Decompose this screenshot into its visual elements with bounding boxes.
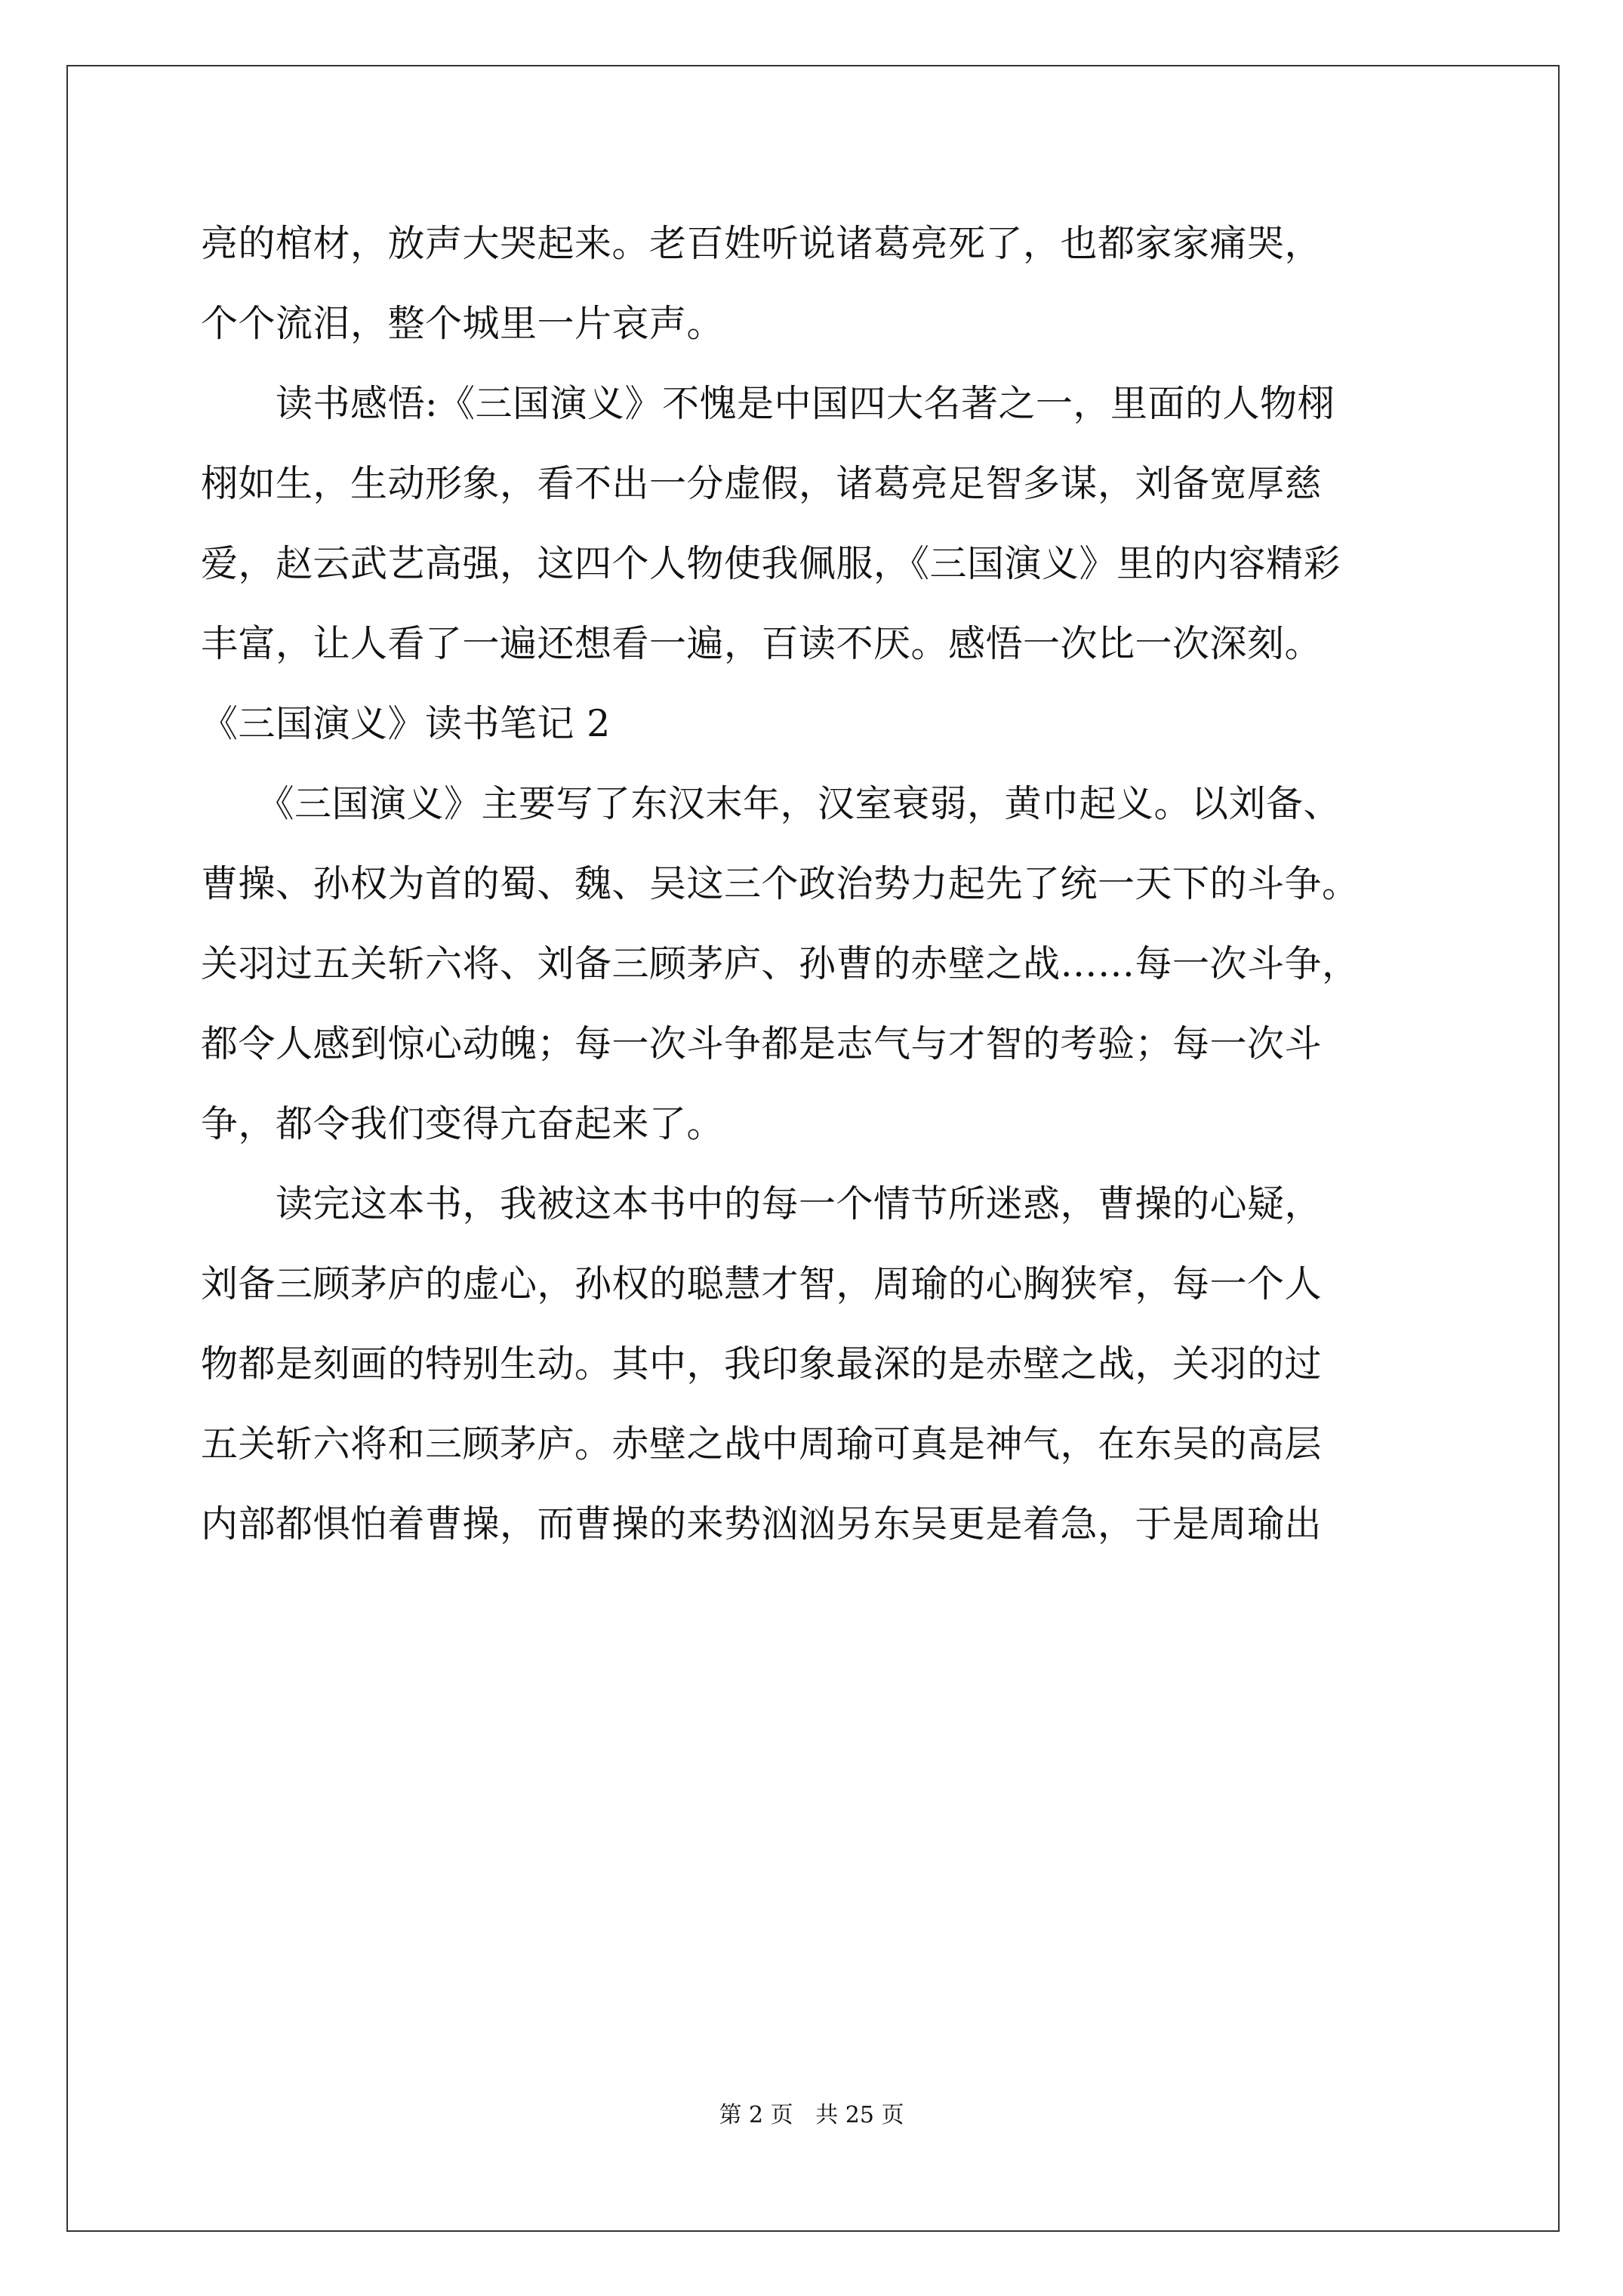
document-body [201, 204, 1439, 1564]
text-line: 争，都令我们变得亢奋起来了。 [201, 1102, 725, 1145]
text-line: 《三国演义》主要写了东汉末年，汉室衰弱，黄巾起义。以刘备、 [201, 782, 1341, 825]
text-line: 丰富，让人看了一遍还想看一遍，百读不厌。感悟一次比一次深刻。 [201, 622, 1323, 665]
page-number: 第 2 页 [719, 2102, 793, 2128]
text-line: 五关斩六将和三顾茅庐。赤壁之战中周瑜可真是神气，在东吴的高层 [201, 1422, 1323, 1465]
page-total: 共 25 页 [815, 2102, 904, 2128]
text-line: 曹操、孙权为首的蜀、魏、吴这三个政治势力起先了统一天下的斗争。 [201, 862, 1360, 905]
text-line: 爱，赵云武艺高强，这四个人物使我佩服，《三国演义》里的内容精彩 [201, 542, 1341, 585]
text-line: 读书感悟:《三国演义》不愧是中国四大名著之一，里面的人物栩 [201, 382, 1335, 425]
text-line: 刘备三顾茅庐的虚心，孙权的聪慧才智，周瑜的心胸狭窄，每一个人 [201, 1262, 1323, 1305]
text-line: 亮的棺材，放声大哭起来。老百姓听说诸葛亮死了，也都家家痛哭， [201, 222, 1323, 265]
text-line: 个个流泪，整个城里一片哀声。 [201, 302, 725, 345]
section-heading: 《三国演义》读书笔记 2 [201, 702, 611, 745]
text-line: 物都是刻画的特别生动。其中，我印象最深的是赤壁之战，关羽的过 [201, 1342, 1323, 1385]
text-line: 读完这本书，我被这本书中的每一个情节所迷惑，曹操的心疑， [201, 1182, 1323, 1225]
text-line: 关羽过五关斩六将、刘备三顾茅庐、孙曹的赤壁之战……每一次斗争， [201, 942, 1360, 985]
page-footer [0, 2096, 1623, 2129]
text-line: 内部都惧怕着曹操，而曹操的来势汹汹另东吴更是着急，于是周瑜出 [201, 1502, 1323, 1546]
text-line: 栩如生，生动形象，看不出一分虚假，诸葛亮足智多谋，刘备宽厚慈 [201, 462, 1323, 505]
text-line: 都令人感到惊心动魄；每一次斗争都是志气与才智的考验；每一次斗 [201, 1022, 1323, 1065]
